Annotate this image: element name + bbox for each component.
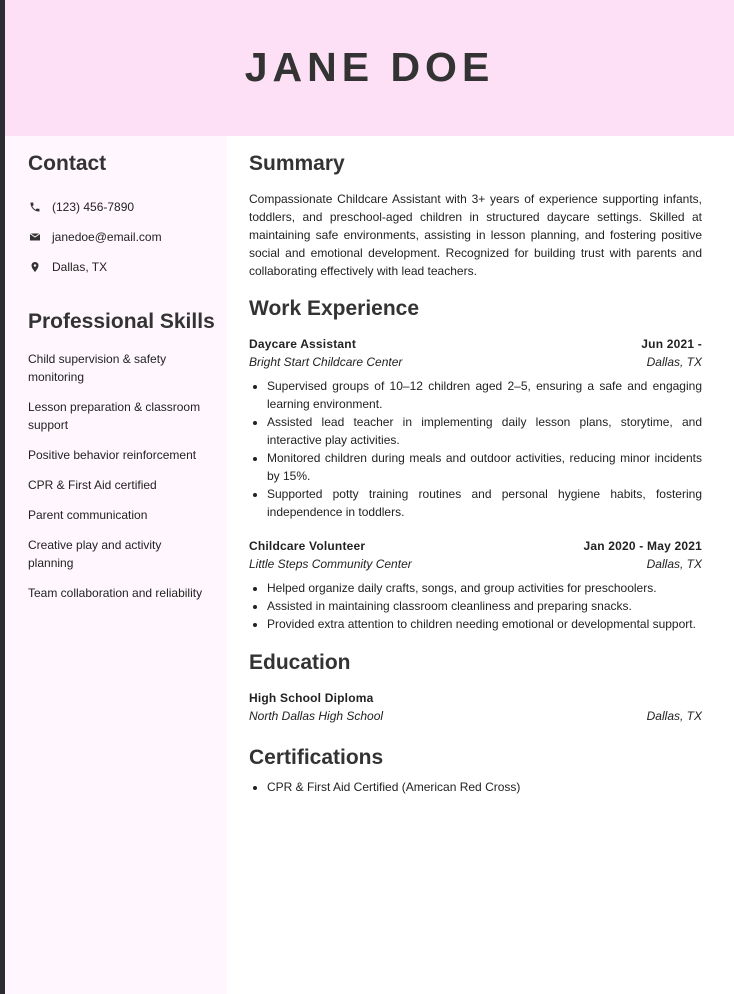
job-bullet: • Assisted in maintaining classroom cleanliness and preparing snacks. <box>267 597 702 615</box>
job-org: Bright Start Childcare Center <box>249 355 403 369</box>
job-dates: Jan 2020 - May 2021 <box>583 539 702 553</box>
certification-item: • CPR & First Aid Certified (American Red Cross) <box>267 778 702 796</box>
envelope-icon <box>28 230 42 244</box>
job-entry <box>249 537 702 633</box>
contact-email <box>28 230 162 244</box>
certifications-list <box>249 778 702 796</box>
skill-item: CPR & First Aid certified <box>28 478 157 492</box>
skill-item: Positive behavior reinforcement <box>28 448 197 462</box>
skill-item: Creative play and activity planning <box>28 538 162 570</box>
summary-text: Compassionate Childcare Assistant with 3+ years of experience supporting infants, toddlers, and preschool-aged children in structured daycare settings. Skilled at maintaining safe environments, assisting in lesson planning, and fostering positive social and emotional development. Recognized for building trust with parents and collaborating effectively with lead teachers. <box>249 192 702 278</box>
skills-list <box>28 350 208 614</box>
phone-icon <box>28 200 42 214</box>
contact-heading: Contact <box>28 152 107 175</box>
resume-page <box>5 0 734 994</box>
job-dates: Jun 2021 - <box>641 337 702 351</box>
job-bullet: • Assisted lead teacher in implementing daily lesson plans, storytime, and interactive play activities. <box>267 413 702 449</box>
degree: High School Diploma <box>249 691 374 705</box>
skill-item: Team collaboration and reliability <box>28 586 203 600</box>
phone-text: (123) 456-7890 <box>52 200 135 214</box>
experience-heading: Work Experience <box>249 297 420 320</box>
job-bullet: • Monitored children during meals and outdoor activities, reducing minor incidents by 15%. <box>267 449 702 485</box>
job-title: Childcare Volunteer <box>249 539 366 553</box>
skill-item: Child supervision & safety monitoring <box>28 352 167 384</box>
location-pin-icon <box>28 260 42 274</box>
job-title: Daycare Assistant <box>249 337 357 351</box>
contact-location <box>28 260 107 274</box>
job-entry <box>249 335 702 521</box>
header-banner <box>5 0 734 136</box>
job-bullets <box>249 579 702 633</box>
summary-heading: Summary <box>249 152 345 175</box>
candidate-name: JANE DOE <box>244 44 495 90</box>
skill-item: Lesson preparation & classroom support <box>28 400 201 432</box>
job-bullet: • Supervised groups of 10–12 children aged 2–5, ensuring a safe and engaging learning environment. <box>267 377 702 413</box>
school: North Dallas High School <box>249 709 384 723</box>
school-location: Dallas, TX <box>646 709 702 723</box>
job-bullet: • Helped organize daily crafts, songs, and group activities for preschoolers. <box>267 579 702 597</box>
skills-heading: Professional Skills <box>28 310 215 333</box>
job-bullet: • Supported potty training routines and personal hygiene habits, fostering independence in toddlers. <box>267 485 702 521</box>
location-text: Dallas, TX <box>52 260 108 274</box>
education-entry <box>249 689 702 725</box>
job-bullets <box>249 377 702 521</box>
contact-phone <box>28 200 134 214</box>
skill-item: Parent communication <box>28 508 148 522</box>
job-bullet: • Provided extra attention to children needing emotional or developmental support. <box>267 615 702 633</box>
main-content <box>249 136 702 796</box>
education-heading: Education <box>249 651 351 674</box>
certifications-heading: Certifications <box>249 746 384 769</box>
job-location: Dallas, TX <box>646 355 702 369</box>
sidebar <box>5 136 227 994</box>
job-location: Dallas, TX <box>646 557 702 571</box>
job-org: Little Steps Community Center <box>249 557 412 571</box>
email-text: janedoe@email.com <box>52 230 162 244</box>
